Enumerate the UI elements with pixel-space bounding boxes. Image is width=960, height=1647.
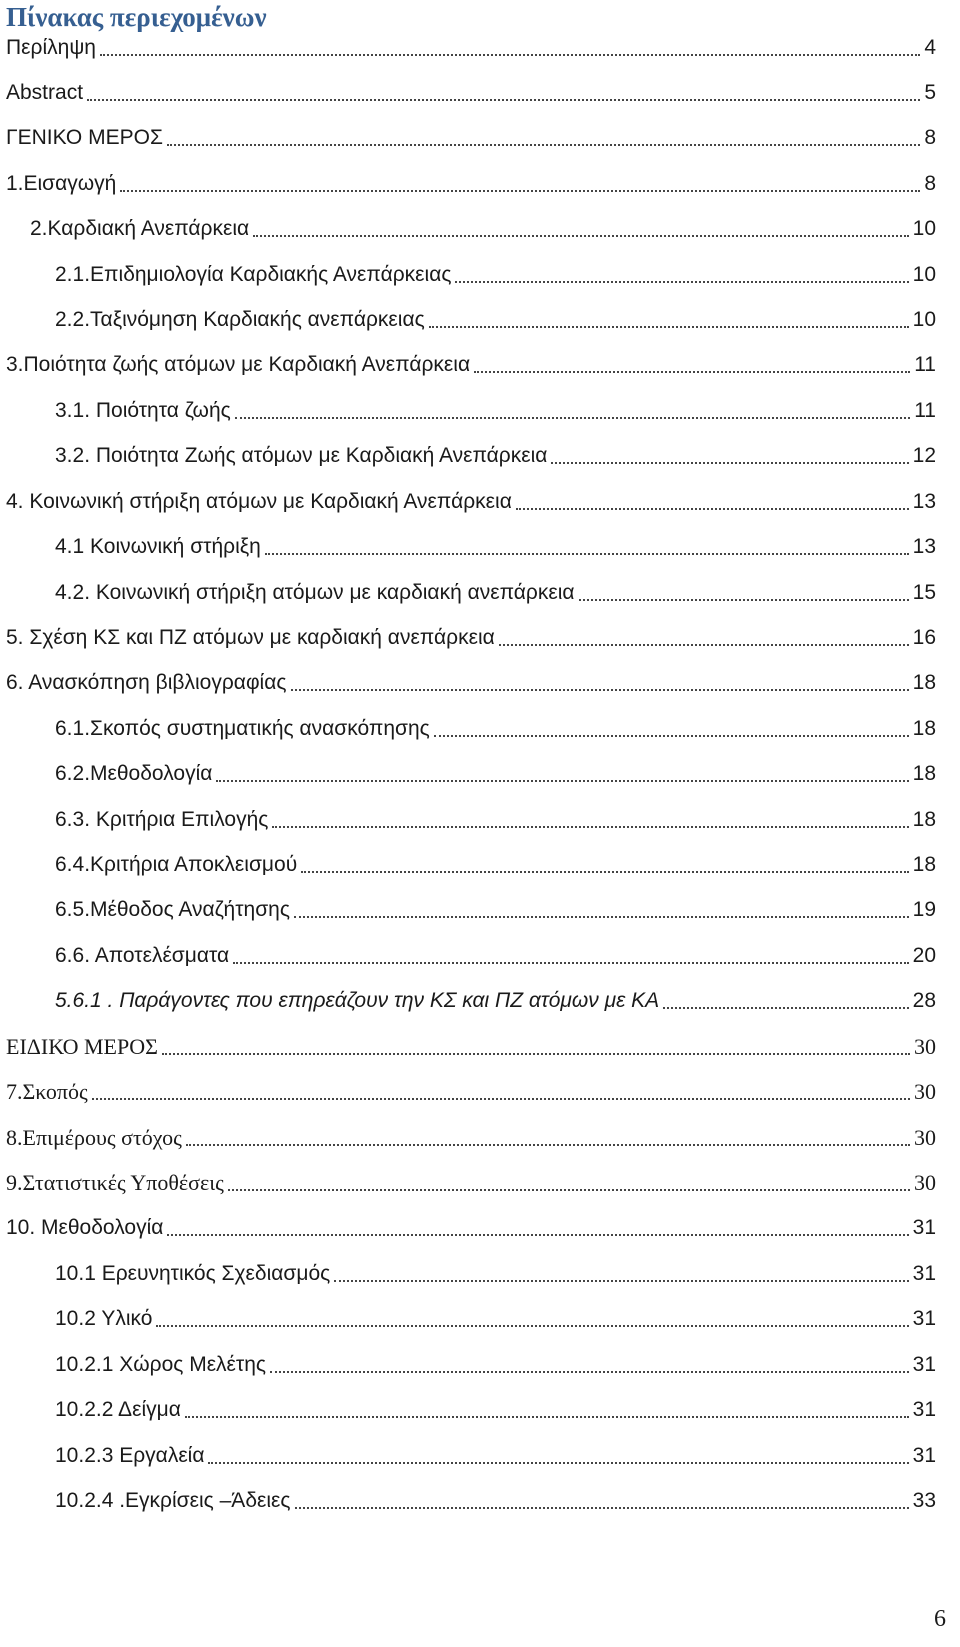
toc-entry[interactable] — [6, 74, 936, 106]
dot-leader — [208, 1460, 908, 1464]
toc-entry-label: 3.Ποιότητα ζωής ατόμων με Καρδιακή Ανεπάρκεια — [6, 353, 471, 376]
toc-entry-label: 5. Σχέση ΚΣ και ΠΖ ατόμων με καρδιακή ανεπάρκεια — [6, 626, 495, 649]
toc-entry-page: 31 — [912, 1353, 936, 1376]
toc-entry[interactable] — [6, 664, 936, 696]
toc-entry[interactable] — [55, 1437, 936, 1469]
dot-leader — [301, 869, 908, 873]
toc-entry[interactable] — [55, 1255, 936, 1287]
toc-entry-page: 18 — [912, 671, 936, 694]
dot-leader — [233, 960, 908, 964]
dot-leader — [474, 369, 910, 373]
dot-leader — [100, 52, 920, 56]
toc-entry[interactable] — [55, 755, 936, 787]
toc-entry[interactable] — [6, 1028, 936, 1060]
toc-entry-page: 10 — [912, 263, 936, 286]
toc-entry-label: ΕΙΔΙΚΟ ΜΕΡΟΣ — [6, 1034, 158, 1059]
toc-entry-page: 30 — [914, 1125, 936, 1150]
toc-entry-page: 13 — [912, 490, 936, 513]
dot-leader — [156, 1323, 908, 1327]
toc-entry-page: 31 — [912, 1444, 936, 1467]
toc-entry[interactable] — [6, 619, 936, 651]
toc-entry[interactable] — [55, 1300, 936, 1332]
dot-leader — [434, 733, 909, 737]
toc-entry[interactable] — [55, 392, 936, 424]
dot-leader — [87, 97, 920, 101]
dot-leader — [334, 1278, 908, 1282]
dot-leader — [186, 1142, 910, 1146]
toc-entry-page: 31 — [912, 1307, 936, 1330]
toc-entry-label: 10.2 Υλικό — [55, 1307, 153, 1330]
toc-entry[interactable] — [6, 483, 936, 515]
toc-entry-page: 18 — [912, 808, 936, 831]
toc-entry-label: 3.1. Ποιότητα ζωής — [55, 399, 231, 422]
toc-entry-page: 8 — [924, 126, 936, 149]
dot-leader — [120, 188, 920, 192]
toc-entry[interactable] — [55, 301, 936, 333]
toc-entry-label: 5.6.1 . Παράγοντες που επηρεάζουν την ΚΣ και ΠΖ ατόμων με ΚΑ — [55, 989, 660, 1012]
toc-entry[interactable] — [55, 982, 936, 1014]
toc-entry-label: 4.2. Κοινωνική στήριξη ατόμων με καρδιακή ανεπάρκεια — [55, 581, 575, 604]
page-number: 6 — [934, 1606, 946, 1632]
toc-entry[interactable] — [55, 891, 936, 923]
toc-entry-page: 31 — [912, 1398, 936, 1421]
toc-entry[interactable] — [55, 846, 936, 878]
dot-leader — [663, 1005, 908, 1009]
dot-leader — [455, 279, 908, 283]
dot-leader — [551, 460, 908, 464]
toc-entry-label: Abstract — [6, 81, 84, 104]
toc-entry[interactable] — [55, 801, 936, 833]
toc-entry-label: 4. Κοινωνική στήριξη ατόμων με Καρδιακή Ανεπάρκεια — [6, 490, 512, 513]
dot-leader — [162, 1051, 910, 1055]
toc-entry[interactable] — [6, 1119, 936, 1151]
toc-entry[interactable] — [6, 29, 936, 61]
dot-leader — [216, 778, 908, 782]
dot-leader — [499, 642, 909, 646]
toc-entry-label: 10.2.1 Χώρος Μελέτης — [55, 1353, 267, 1376]
toc-entry-label: 4.1 Κοινωνική στήριξη — [55, 535, 261, 558]
toc-entry-label: 2.2.Ταξινόμηση Καρδιακής ανεπάρκειας — [55, 308, 425, 331]
toc-entry-page: 15 — [912, 581, 936, 604]
toc-entry-page: 30 — [914, 1170, 936, 1195]
toc-entry[interactable] — [6, 1164, 936, 1196]
toc-entry-page: 33 — [912, 1489, 936, 1512]
toc-entry-label: 7.Σκοπός — [6, 1079, 88, 1104]
toc-entry[interactable] — [6, 119, 936, 151]
dot-leader — [272, 824, 908, 828]
toc-entry-page: 18 — [912, 762, 936, 785]
dot-leader — [516, 506, 909, 510]
toc-entry[interactable] — [6, 1209, 936, 1241]
toc-entry-label: 2.Καρδιακή Ανεπάρκεια — [30, 217, 250, 240]
toc-entry-page: 11 — [914, 353, 936, 376]
toc-entry[interactable] — [55, 1346, 936, 1378]
toc-entry-page: 19 — [912, 898, 936, 921]
toc-entry[interactable] — [55, 710, 936, 742]
toc-entry-label: 8.Επιμέρους στόχος — [6, 1125, 182, 1150]
toc-entry[interactable] — [55, 574, 936, 606]
toc-entry-page: 10 — [912, 217, 936, 240]
dot-leader — [295, 1505, 909, 1509]
toc-entry-page: 5 — [924, 81, 936, 104]
dot-leader — [429, 324, 909, 328]
toc-entry-label: 9.Στατιστικές Υποθέσεις — [6, 1170, 224, 1195]
toc-entry-label: 1.Εισαγωγή — [6, 172, 117, 195]
toc-entry-label: 2.1.Επιδημιολογία Καρδιακής Ανεπάρκειας — [55, 263, 452, 286]
toc-entry[interactable] — [6, 165, 936, 197]
toc-entry-page: 18 — [912, 717, 936, 740]
dot-leader — [235, 415, 910, 419]
dot-leader — [291, 687, 909, 691]
toc-entry-label: 6.6. Αποτελέσματα — [55, 944, 230, 967]
dot-leader — [265, 551, 909, 555]
toc-entry-label: Περίληψη — [6, 36, 96, 59]
toc-entry-label: 10. Μεθοδολογία — [6, 1216, 164, 1239]
toc-entry[interactable] — [55, 1391, 936, 1423]
toc-entry-label: 6.5.Μέθοδος Αναζήτησης — [55, 898, 290, 921]
dot-leader — [294, 914, 909, 918]
toc-entry-label: ΓΕΝΙΚΟ ΜΕΡΟΣ — [6, 126, 163, 149]
toc-entry-page: 12 — [912, 444, 936, 467]
toc-entry-page: 16 — [912, 626, 936, 649]
toc-entry[interactable] — [30, 210, 936, 242]
toc-entry[interactable] — [55, 528, 936, 560]
toc-entry-page: 30 — [914, 1079, 936, 1104]
dot-leader — [270, 1369, 909, 1373]
toc-entry-page: 28 — [912, 989, 936, 1012]
toc-entry-label: 6.2.Μεθοδολογία — [55, 762, 213, 785]
toc-entry-label: 6.1.Σκοπός συστηματικής ανασκόπησης — [55, 717, 430, 740]
toc-entry-label: 10.1 Ερευνητικός Σχεδιασμός — [55, 1262, 331, 1285]
toc-entry-page: 13 — [912, 535, 936, 558]
dot-leader — [579, 597, 909, 601]
toc-entry[interactable] — [6, 1073, 936, 1105]
toc-entry-page: 11 — [914, 399, 936, 422]
toc-entry-label: 10.2.2 Δείγμα — [55, 1398, 181, 1421]
toc-entry[interactable] — [55, 437, 936, 469]
toc-entry-label: 6. Ανασκόπηση βιβλιογραφίας — [6, 671, 287, 694]
toc-entry[interactable] — [55, 1482, 936, 1514]
dot-leader — [228, 1187, 910, 1191]
toc-entry[interactable] — [55, 937, 936, 969]
toc-entry[interactable] — [55, 256, 936, 288]
toc-entry-label: 6.4.Κριτήρια Αποκλεισμού — [55, 853, 298, 876]
toc-entry-label: 3.2. Ποιότητα Ζωής ατόμων με Καρδιακή Ανεπάρκεια — [55, 444, 548, 467]
toc-entry[interactable] — [6, 346, 936, 378]
toc-entry-page: 31 — [912, 1216, 936, 1239]
toc-entry-page: 30 — [914, 1034, 936, 1059]
dot-leader — [167, 142, 920, 146]
dot-leader — [167, 1232, 908, 1236]
toc-entry-page: 8 — [924, 172, 936, 195]
dot-leader — [185, 1414, 909, 1418]
toc-entry-page: 18 — [912, 853, 936, 876]
dot-leader — [253, 233, 909, 237]
toc-entry-label: 6.3. Κριτήρια Επιλογής — [55, 808, 269, 831]
toc-entry-page: 10 — [912, 308, 936, 331]
toc-title: Πίνακας περιεχομένων — [6, 2, 267, 32]
toc-entry-page: 31 — [912, 1262, 936, 1285]
toc-entry-label: 10.2.4 .Εγκρίσεις –Άδειες — [55, 1489, 291, 1512]
toc-entry-page: 4 — [924, 36, 936, 59]
dot-leader — [92, 1096, 910, 1100]
toc-entry-label: 10.2.3 Εργαλεία — [55, 1444, 205, 1467]
toc-entry-page: 20 — [912, 944, 936, 967]
